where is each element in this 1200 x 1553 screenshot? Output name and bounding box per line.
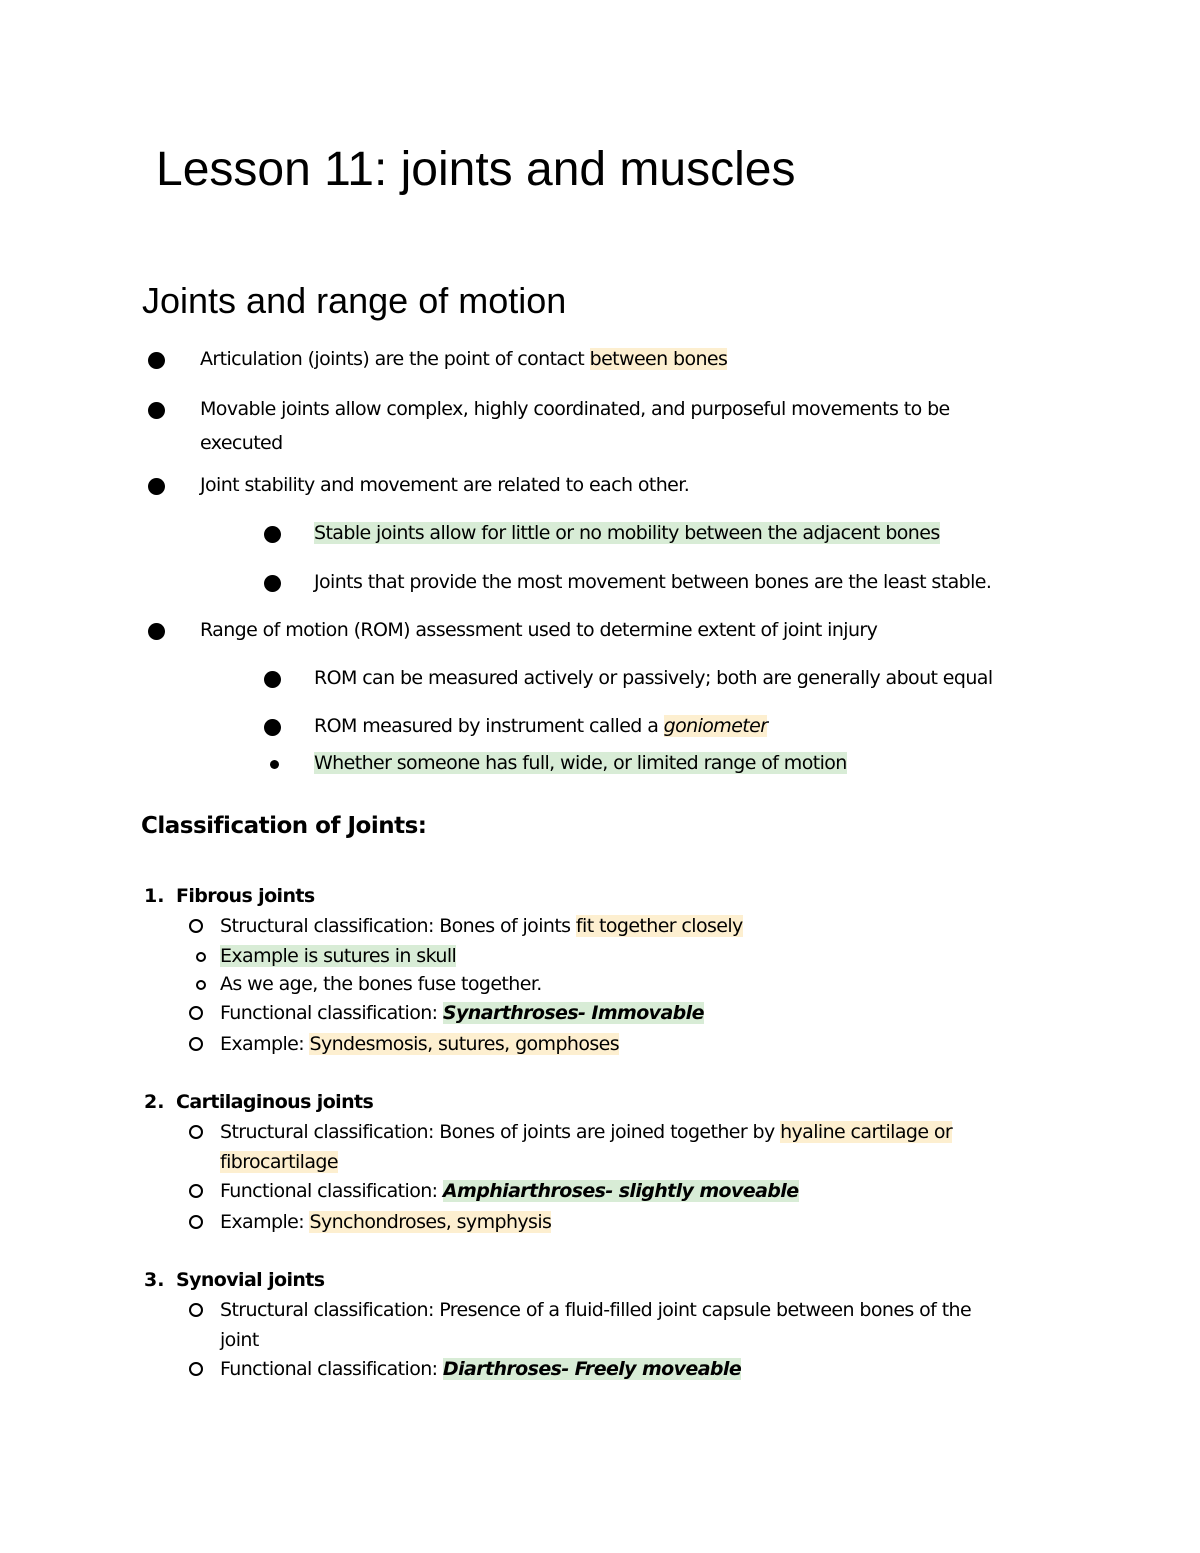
list-heading: Synovial joints	[176, 1269, 325, 1291]
list-item-text: Example:	[220, 1033, 310, 1055]
bullet-icon	[264, 671, 281, 688]
highlight-text: fibrocartilage	[220, 1151, 338, 1173]
highlight-text: Synchondroses, symphysis	[309, 1211, 552, 1233]
bullet-icon	[148, 623, 165, 640]
list-item-text: joint	[220, 1329, 259, 1351]
list-item	[220, 1207, 551, 1237]
list-item-text: Functional classification:	[220, 1002, 443, 1024]
hollow-bullet-icon	[196, 980, 206, 990]
hollow-bullet-icon	[189, 1362, 203, 1376]
list-item-text: Structural classification: Bones of joints	[220, 915, 576, 937]
highlight-text: hyaline cartilage or	[780, 1121, 953, 1143]
list-item	[220, 1117, 952, 1147]
bullet-icon	[270, 760, 279, 769]
list-item-text: Movable joints allow complex, highly coordinated, and purposeful movements to be	[200, 398, 950, 420]
list-item-text: Joint stability and movement are related to each other.	[200, 474, 690, 496]
bullet-icon	[148, 478, 165, 495]
list-item-text: Functional classification:	[220, 1358, 443, 1380]
hollow-bullet-icon	[189, 1006, 203, 1020]
highlight-text: Whether someone has full, wide, or limited range of motion	[314, 752, 847, 774]
list-item	[220, 1176, 799, 1206]
list-item	[220, 1354, 741, 1384]
list-heading: Cartilaginous joints	[176, 1091, 374, 1113]
list-heading: Fibrous joints	[176, 885, 315, 907]
section-heading-joints-rom: Joints and range of motion	[142, 280, 567, 321]
highlight-text: fit together closely	[575, 915, 743, 937]
bullet-icon	[264, 719, 281, 736]
highlight-text: between bones	[589, 348, 728, 370]
list-item	[314, 711, 767, 741]
page-title: Lesson 11: joints and muscles	[156, 143, 796, 196]
hollow-bullet-icon	[189, 1125, 203, 1139]
hollow-bullet-icon	[189, 919, 203, 933]
hollow-bullet-icon	[189, 1303, 203, 1317]
list-item-text: Articulation (joints) are the point of contact	[200, 348, 590, 370]
list-item	[200, 344, 727, 374]
highlight-text: Synarthroses- Immovable	[442, 1002, 704, 1024]
list-item-text: As we age, the bones fuse together.	[220, 973, 542, 995]
list-item	[220, 998, 704, 1028]
list-number: 1.	[144, 885, 165, 907]
hollow-bullet-icon	[189, 1215, 203, 1229]
list-item-text: Structural classification: Bones of joints are joined together by	[220, 1121, 781, 1143]
bullet-icon	[148, 402, 165, 419]
list-number: 2.	[144, 1091, 165, 1113]
hollow-bullet-icon	[189, 1037, 203, 1051]
list-item-text: ROM measured by instrument called a	[314, 715, 664, 737]
list-item	[220, 911, 743, 941]
bullet-icon	[148, 352, 165, 369]
list-item	[314, 748, 847, 778]
list-item-text: ROM can be measured actively or passively; both are generally about equal	[314, 667, 993, 689]
list-item	[314, 518, 940, 548]
list-item-text: Functional classification:	[220, 1180, 443, 1202]
bullet-icon	[264, 526, 281, 543]
list-item-text: Range of motion (ROM) assessment used to determine extent of joint injury	[200, 619, 878, 641]
list-item	[220, 1029, 619, 1059]
list-item-text: Joints that provide the most movement between bones are the least stable.	[314, 571, 992, 593]
highlight-text: Example is sutures in skull	[220, 945, 457, 967]
highlight-text: Stable joints allow for little or no mobility between the adjacent bones	[314, 522, 940, 544]
list-item-text: executed	[200, 432, 283, 454]
list-item-text: Structural classification: Presence of a fluid-filled joint capsule between bones of the	[220, 1299, 972, 1321]
section-heading-classification: Classification of Joints:	[141, 813, 427, 839]
highlight-text: Amphiarthroses- slightly moveable	[442, 1180, 799, 1202]
list-number: 3.	[144, 1269, 165, 1291]
list-item	[220, 1147, 338, 1177]
list-item	[220, 941, 456, 971]
highlight-text: Syndesmosis, sutures, gomphoses	[309, 1033, 620, 1055]
highlight-text: Diarthroses- Freely moveable	[442, 1358, 742, 1380]
bullet-icon	[264, 575, 281, 592]
hollow-bullet-icon	[196, 952, 206, 962]
list-item-text: Example:	[220, 1211, 310, 1233]
hollow-bullet-icon	[189, 1184, 203, 1198]
highlight-text: goniometer	[663, 715, 768, 737]
